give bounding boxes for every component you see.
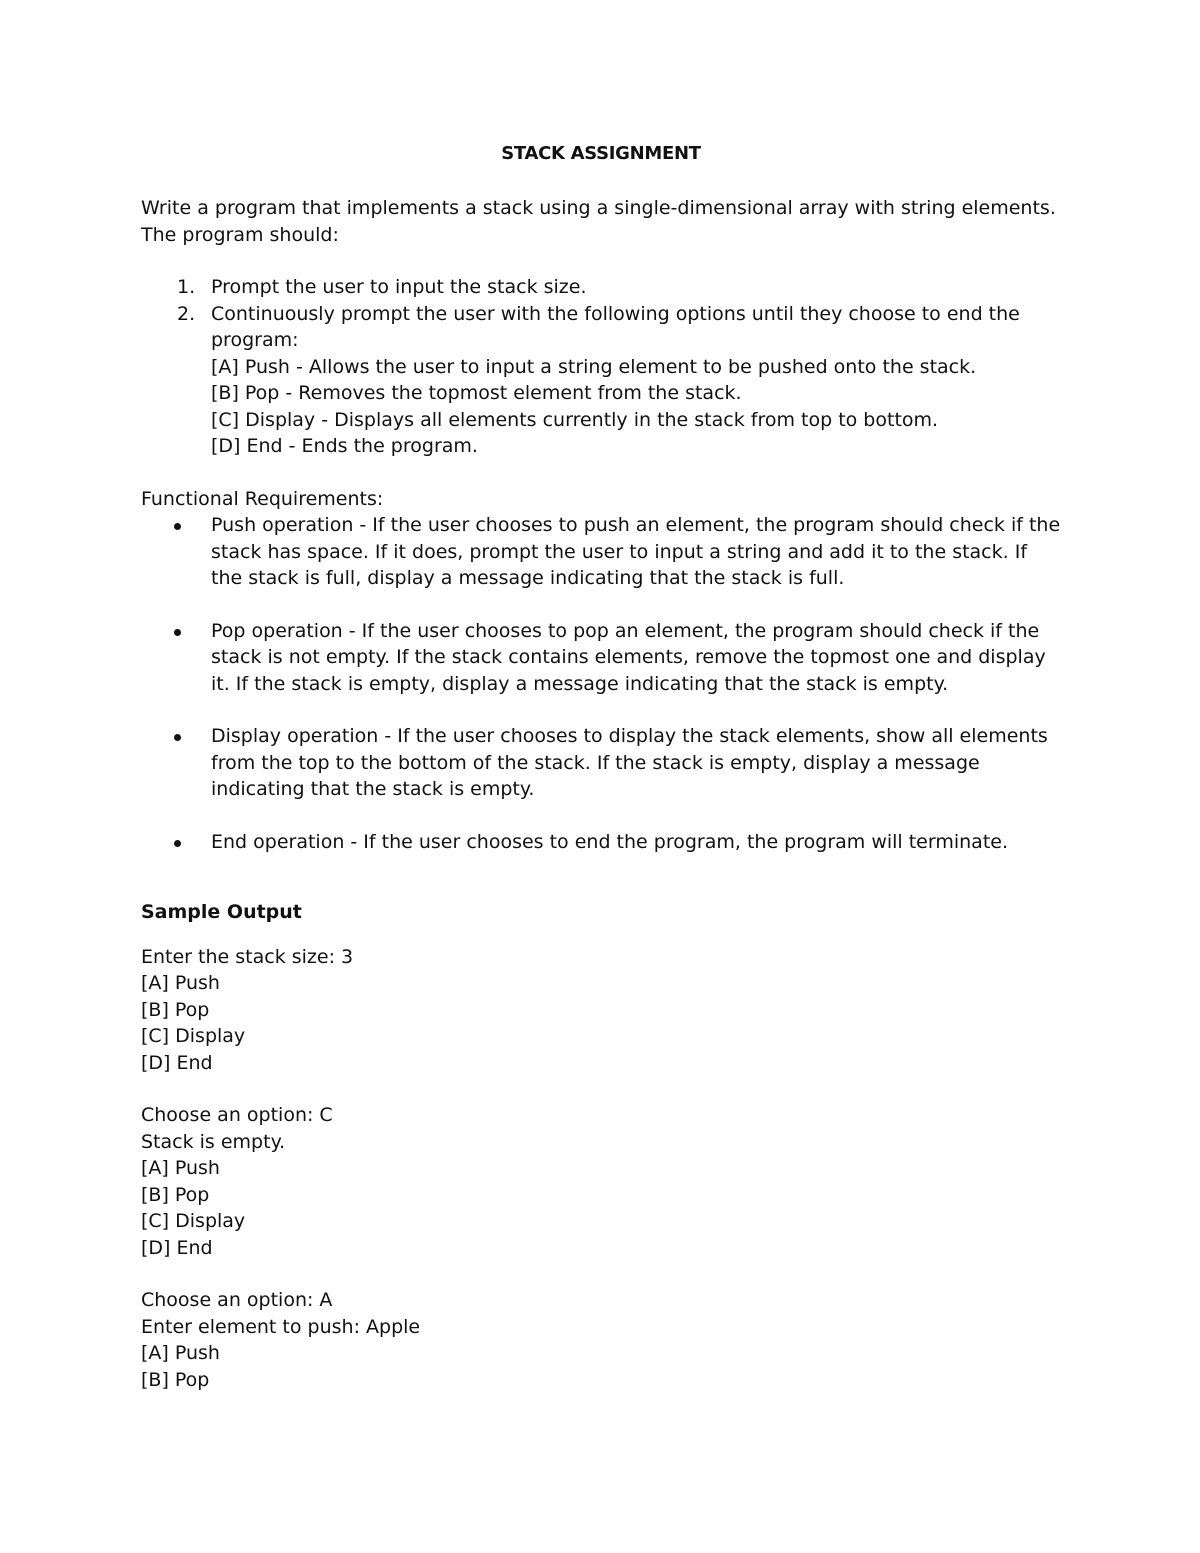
document-body — [141, 140, 1061, 1419]
requirement-text: Push operation - If the user chooses to push an element, the program should check if the stack has space. If it does, prompt the user to input a string and add it to the stack. If the stack is full, display a message indicating that the stack is full. — [211, 514, 1061, 589]
sample-line: Choose an option: A — [141, 1289, 333, 1311]
step-item — [141, 274, 1061, 301]
requirement-text: End operation - If the user chooses to end the program, the program will terminate. — [211, 830, 1008, 853]
sample-line: Stack is empty. — [141, 1130, 286, 1153]
requirements-list — [141, 512, 1061, 855]
bullet-icon — [174, 734, 181, 741]
requirement-item-push — [141, 512, 1061, 592]
step-item — [141, 301, 1061, 460]
sample-line: [C] Display — [141, 1025, 246, 1047]
intro-paragraph: Write a program that implements a stack using a single-dimensional array with string elements. The program should: — [141, 197, 1056, 246]
requirement-item-display — [141, 723, 1061, 803]
sample-block — [141, 944, 1061, 1077]
bullet-icon — [174, 840, 181, 847]
sample-line: [A] Push — [141, 972, 220, 994]
sample-block — [141, 1287, 1061, 1393]
sample-output-heading: Sample Output — [141, 901, 302, 923]
option-line-push: [A] Push - Allows the user to input a string element to be pushed onto the stack. — [211, 355, 977, 378]
sample-line: [D] End — [141, 1236, 213, 1259]
bullet-icon — [174, 629, 181, 636]
sample-line: [B] Pop — [141, 1183, 210, 1206]
sample-line: Choose an option: C — [141, 1104, 333, 1126]
sample-block — [141, 1102, 1061, 1261]
program-steps-list — [141, 274, 1061, 460]
sample-line: [C] Display — [141, 1210, 246, 1232]
sample-line: Enter element to push: Apple — [141, 1315, 421, 1338]
sample-line: [D] End — [141, 1051, 213, 1074]
requirement-item-end — [141, 829, 1061, 856]
functional-requirements-heading: Functional Requirements: — [141, 487, 384, 510]
option-line-display: [C] Display - Displays all elements currently in the stack from top to bottom. — [211, 408, 939, 431]
requirement-text: Display operation - If the user chooses to display the stack elements, show all elements from the top to the bottom of the stack. If the stack is empty, display a message indicating that the stack is empty. — [211, 725, 1048, 800]
option-line-end: [D] End - Ends the program. — [211, 435, 478, 457]
sample-line: [B] Pop — [141, 1368, 210, 1391]
sample-line: [B] Pop — [141, 998, 210, 1021]
sample-line: [A] Push — [141, 1157, 220, 1179]
bullet-icon — [174, 523, 181, 530]
step-text: Prompt the user to input the stack size. — [211, 276, 587, 298]
requirement-item-pop — [141, 618, 1061, 698]
step-number: 2. — [177, 302, 196, 325]
step-text: Continuously prompt the user with the following options until they choose to end the program: — [211, 302, 1020, 351]
sample-line: [A] Push — [141, 1342, 220, 1364]
sample-line: Enter the stack size: 3 — [141, 945, 354, 968]
step-number: 1. — [177, 276, 196, 298]
option-line-pop: [B] Pop - Removes the topmost element from the stack. — [211, 382, 742, 404]
document-title: STACK ASSIGNMENT — [501, 143, 701, 164]
sample-output — [141, 944, 1061, 1394]
requirement-text: Pop operation - If the user chooses to pop an element, the program should check if the stack is not empty. If the stack contains elements, remove the topmost one and display it. If the stack is empty, display a message indicating that the stack is empty. — [211, 619, 1046, 695]
